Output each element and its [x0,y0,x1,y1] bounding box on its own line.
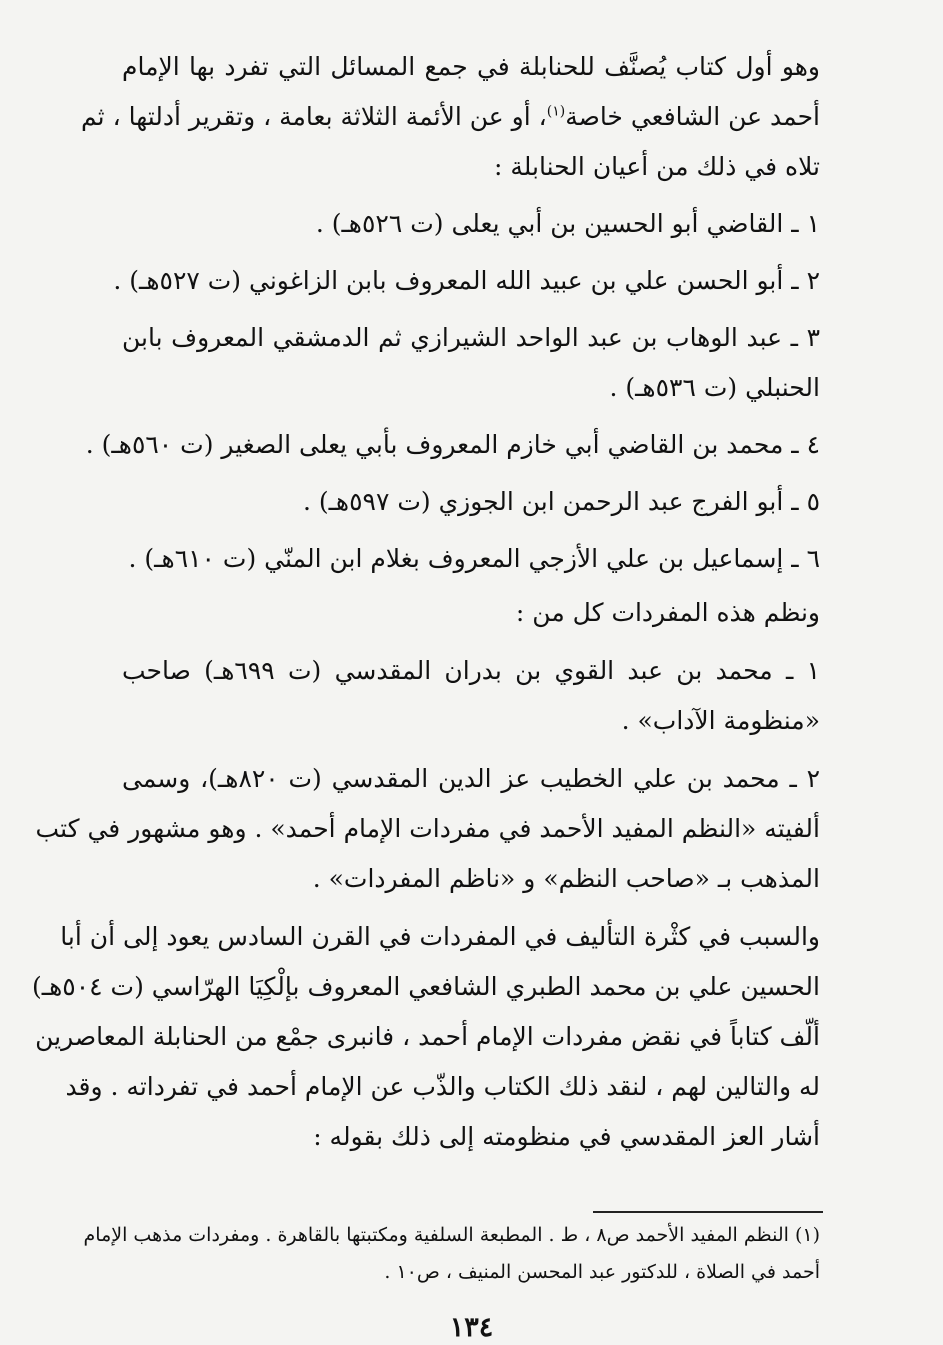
para-line-5: أشار العز المقدسي في منظومته إلى ذلك بقوله : [313,1122,820,1151]
text-line-2-start: أحمد عن الشافعي خاصة [565,102,820,131]
list-item-3-cont: الحنبلي (ت ٥٣٦هـ) . [609,373,820,402]
footnote-marker[interactable]: (١) [546,103,566,120]
text-line-2 [81,102,820,132]
text-line-1: وهو أول كتاب يُصنَّف للحنابلة في جمع المسائل التي تفرد بها الإمام [122,52,820,81]
list-item-2: ٢ ـ أبو الحسن علي بن عبيد الله المعروف بابن الزاغوني (ت ٥٢٧هـ) . [113,266,820,295]
list-item-4: ٤ ـ محمد بن القاضي أبي خازم المعروف بأبي يعلى الصغير (ت ٥٦٠هـ) . [85,430,820,459]
poet-item-2-cont2: المذهب بـ «صاحب النظم» و «ناظم المفردات» . [312,864,820,893]
footnote-separator [593,1211,823,1213]
text-line-versifiers: ونظم هذه المفردات كل من : [515,598,820,627]
list-item-5: ٥ ـ أبو الفرج عبد الرحمن ابن الجوزي (ت ٥٩٧هـ) . [302,487,820,516]
para-line-1: والسبب في كثْرة التأليف في المفردات في القرن السادس يعود إلى أن أبا [60,922,820,951]
para-line-3: ألّف كتاباً في نقض مفردات الإمام أحمد ، فانبرى جمْع من الحنابلة المعاصرين [35,1022,820,1051]
poet-item-2: ٢ ـ محمد بن علي الخطيب عز الدين المقدسي (ت ٨٢٠هـ)، وسمى [122,764,820,793]
para-line-2: الحسين علي بن محمد الطبري الشافعي المعروف بإلْكِيَا الهرّاسي (ت ٥٠٤هـ) [32,972,820,1001]
footnote-line-1: (١) النظم المفيد الأحمد ص٨ ، ط . المطبعة السلفية ومكتبتها بالقاهرة . ومفردات مذهب الإمام [83,1224,820,1246]
list-item-6: ٦ ـ إسماعيل بن علي الأزجي المعروف بغلام ابن المنّي (ت ٦١٠هـ) . [128,544,820,573]
text-line-2-end: ، أو عن الأئمة الثلاثة بعامة ، وتقرير أدلتها ، ثم [81,102,547,131]
para-line-4: له والتالين لهم ، لنقد ذلك الكتاب والذّب عن الإمام أحمد في تفرداته . وقد [65,1072,820,1101]
list-item-1: ١ ـ القاضي أبو الحسين بن أبي يعلى (ت ٥٢٦هـ) . [315,209,820,238]
poet-item-2-cont1: ألفيته «النظم المفيد الأحمد في مفردات الإمام أحمد» . وهو مشهور في كتب [35,814,820,843]
poet-item-1: ١ ـ محمد بن عبد القوي بن بدران المقدسي (ت ٦٩٩هـ) صاحب [122,656,821,685]
poet-item-1-cont: «منظومة الآداب» . [621,706,820,735]
list-item-3: ٣ ـ عبد الوهاب بن عبد الواحد الشيرازي ثم الدمشقي المعروف بابن [122,323,820,352]
page-number: ١٣٤ [449,1312,494,1343]
footnote-line-2: أحمد في الصلاة ، للدكتور عبد المحسن المنيف ، ص١٠ . [384,1261,820,1283]
text-line-3: تلاه في ذلك من أعيان الحنابلة : [494,152,820,181]
